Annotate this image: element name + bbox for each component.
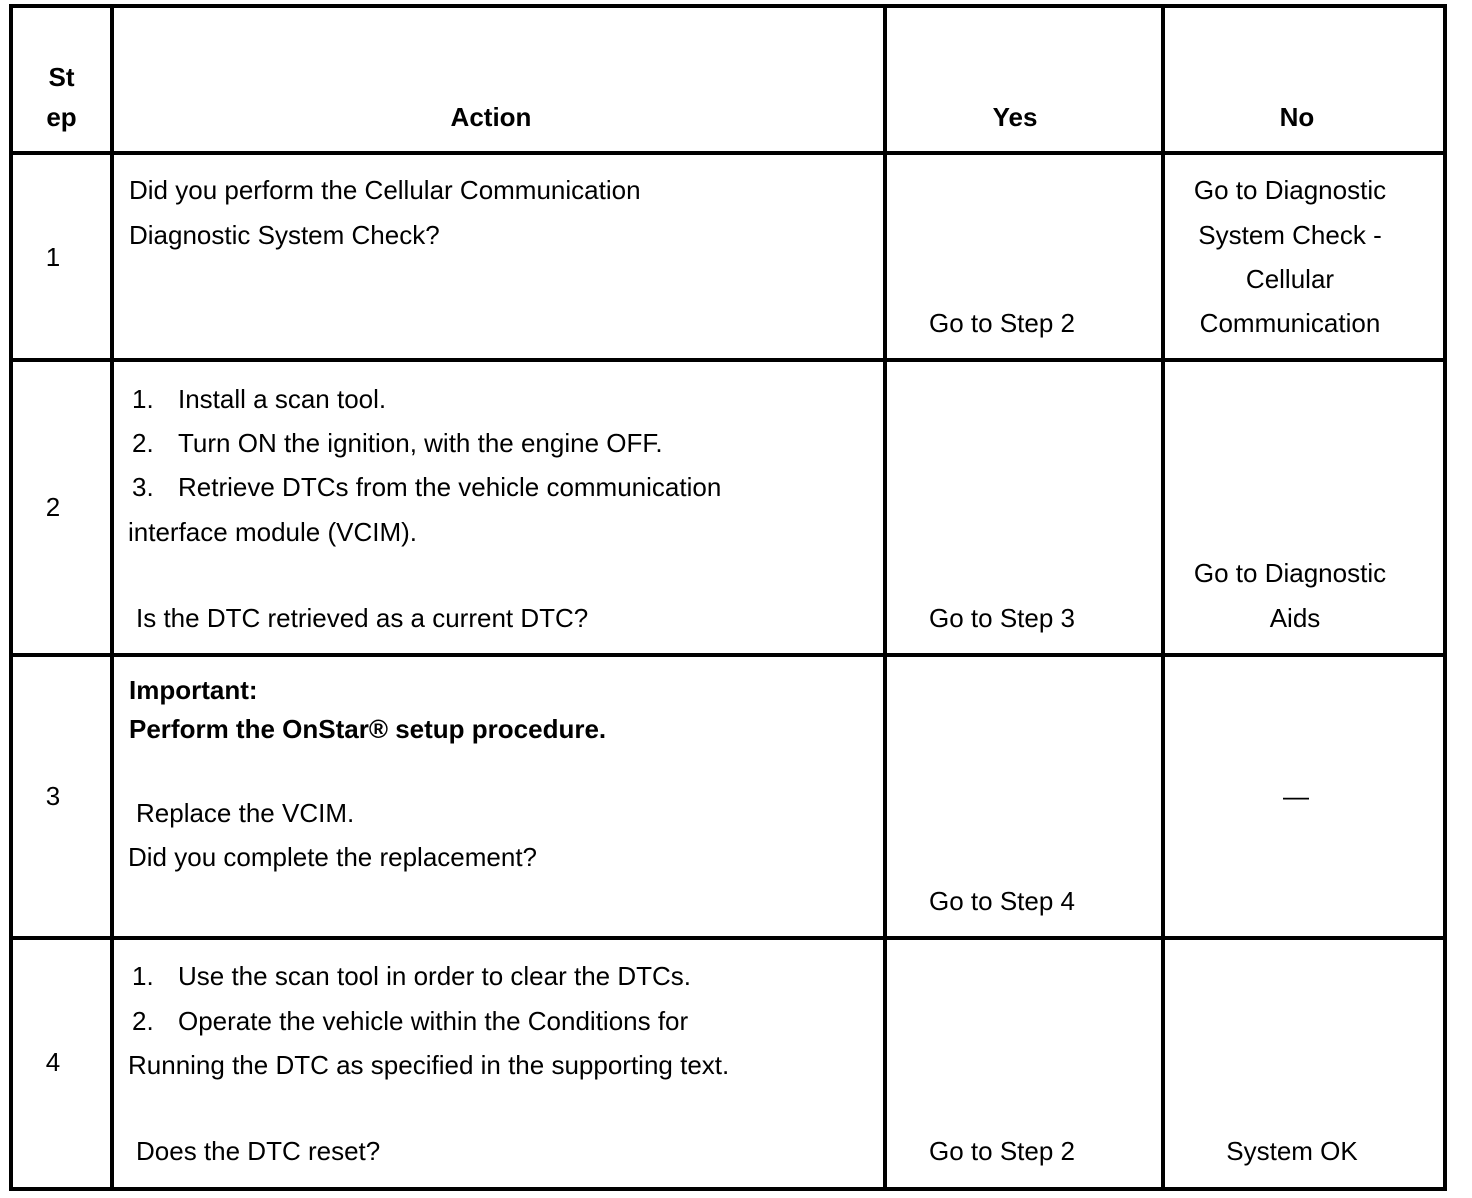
table-border-left — [9, 4, 13, 1191]
header-action: Action — [450, 102, 532, 132]
action-text: Did you complete the replacement? — [128, 842, 538, 872]
yes-link[interactable]: Go to Step 2 — [929, 308, 1075, 338]
list-item — [132, 954, 691, 998]
header-no: No — [1279, 102, 1315, 132]
table-border-bottom — [9, 1187, 1447, 1191]
no-dash: — — [1283, 781, 1309, 811]
table-border-right — [1443, 4, 1447, 1191]
list-item-text: Use the scan tool in order to clear the DTCs. — [178, 961, 692, 991]
list-item-text: Operate the vehicle within the Conditions for — [178, 1006, 689, 1036]
table-border-top — [9, 4, 1447, 8]
list-item — [132, 465, 721, 509]
step-number: 4 — [45, 1047, 61, 1077]
no-link-line[interactable]: Cellular — [1245, 264, 1335, 294]
row-divider — [9, 358, 1447, 362]
column-divider — [110, 4, 114, 1191]
step-number: 3 — [45, 781, 61, 811]
list-item-text: Retrieve DTCs from the vehicle communication — [178, 472, 722, 502]
header-divider — [9, 151, 1447, 155]
row-divider — [9, 653, 1447, 657]
action-text: interface module (VCIM). — [128, 517, 417, 547]
yes-link[interactable]: Go to Step 3 — [929, 603, 1075, 633]
list-item — [132, 377, 386, 421]
important-label: Important: — [129, 675, 258, 705]
yes-link[interactable]: Go to Step 4 — [929, 886, 1075, 916]
list-item-text: Install a scan tool. — [178, 384, 387, 414]
no-link-line[interactable]: System Check - — [1198, 220, 1382, 250]
action-question: Does the DTC reset? — [136, 1136, 381, 1166]
no-link-line[interactable]: Go to Diagnostic — [1193, 175, 1387, 205]
no-result: System OK — [1226, 1136, 1358, 1166]
step-number: 1 — [45, 242, 61, 272]
list-item-number: 2. — [132, 428, 154, 458]
list-item-text: Turn ON the ignition, with the engine OFF. — [178, 428, 663, 458]
list-item-number: 1. — [132, 384, 154, 414]
list-item-number: 1. — [132, 961, 154, 991]
list-item-number: 3. — [132, 472, 154, 502]
list-item — [132, 999, 688, 1043]
important-text: Perform the OnStar® setup procedure. — [129, 714, 607, 744]
action-question: Is the DTC retrieved as a current DTC? — [136, 603, 589, 633]
header-step-line1: St — [48, 62, 75, 92]
column-divider — [883, 4, 887, 1191]
action-text: Replace the VCIM. — [136, 798, 355, 828]
action-text: Diagnostic System Check? — [129, 220, 440, 250]
action-text: Did you perform the Cellular Communication — [129, 175, 641, 205]
action-text: Running the DTC as specified in the supporting text. — [128, 1050, 730, 1080]
row-divider — [9, 936, 1447, 940]
list-item — [132, 421, 663, 465]
no-link-line[interactable]: Go to Diagnostic — [1193, 558, 1387, 588]
no-link-line[interactable]: Communication — [1199, 308, 1381, 338]
no-link-line[interactable]: Aids — [1269, 603, 1321, 633]
step-number: 2 — [45, 492, 61, 522]
header-step-line2: ep — [46, 102, 77, 132]
header-yes: Yes — [992, 102, 1038, 132]
list-item-number: 2. — [132, 1006, 154, 1036]
yes-link[interactable]: Go to Step 2 — [929, 1136, 1075, 1166]
